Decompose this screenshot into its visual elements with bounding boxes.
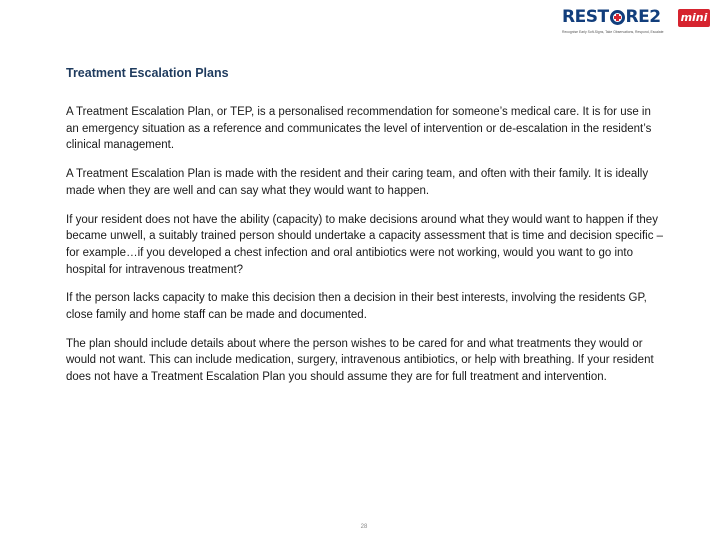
body-text [66, 104, 666, 398]
page-number: 28 [360, 524, 368, 530]
paragraph-best-interests: If the person lacks capacity to make this decision then a decision in their best interests, involving the residents GP, close family and home staff can be made and documented. [66, 292, 647, 322]
paragraph-tep-creation: A Treatment Escalation Plan is made with the resident and their caring team, and often with their family. It is ideally made when they are well and can say what they would want to happen. [66, 168, 649, 197]
logo-tagline: Recognise Early Soft-Signs, Take Observations, Respond, Escalate [562, 30, 664, 34]
logo-wordmark [562, 6, 661, 28]
restore2-mini-logo [562, 6, 710, 36]
paragraph-plan-details: The plan should include details about where the person wishes to be cared for and what treatments they would or would not want. This can include medication, surgery, intravenous antibiotics, or help with breathing. If your resident does not have a Treatment Escalation Plan you should assume they are for full treatment and intervention. [66, 337, 654, 384]
logo-cross-icon [610, 10, 625, 25]
logo-mini-badge: mini [678, 9, 710, 27]
paragraph-capacity: If your resident does not have the ability (capacity) to make decisions around what they would want to happen if they became unwell, a suitably trained person should undertake a capacity assessment that is time and decision specific – for example…if you developed a chest infection and oral antibiotics were not working, would you want to go into hospital for intravenous treatment? [66, 213, 664, 276]
page-title: Treatment Escalation Plans [66, 66, 229, 80]
logo-digit: 2 [649, 7, 661, 27]
logo-word-end: RE [625, 7, 650, 27]
paragraph-tep-definition: A Treatment Escalation Plan, or TEP, is a personalised recommendation for someone’s medical care. It is for use in an emergency situation as a reference and communicates the level of intervention or de-escalation in the resident’s clinical management. [66, 106, 652, 152]
logo-word-start: REST [562, 7, 609, 27]
